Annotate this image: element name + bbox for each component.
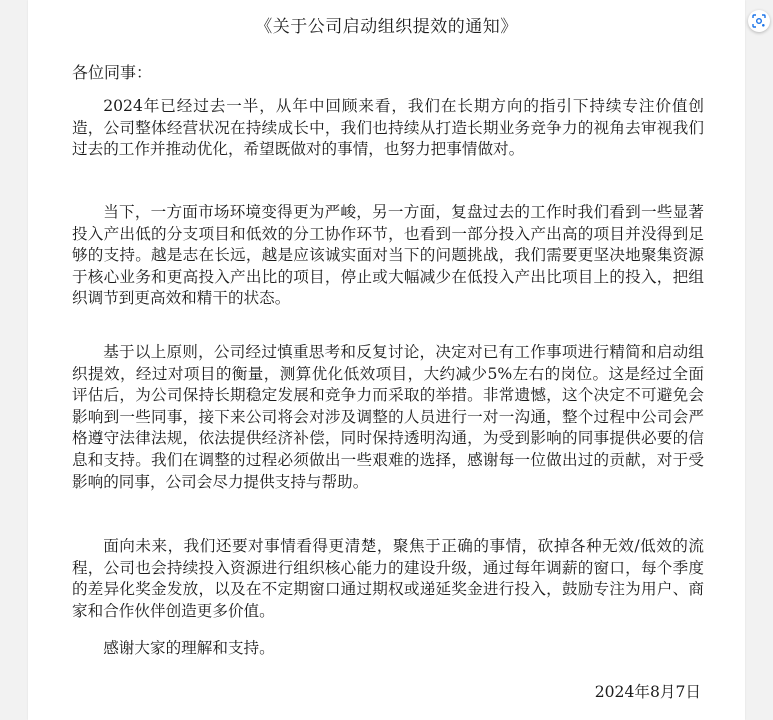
- paragraph-1: 2024年已经过去一半，从年中回顾来看，我们在长期方向的指引下持续专注价值创造，公司整体经营状况在持续成长中，我们也持续从打造长期业务竞争力的视角去审视我们过去的工作并推动优化，希望既做对的事情，也努力把事情做对。: [72, 97, 704, 159]
- lens-search-button[interactable]: [748, 10, 770, 32]
- greeting: 各位同事：: [72, 63, 153, 82]
- paragraph-3: 基于以上原则，公司经过慎重思考和反复讨论，决定对已有工作事项进行精简和启动组织提效，经过对项目的衡量，测算优化低效项目，大约减少5%左右的岗位。这是经过全面评估后，为公司保持长期稳定发展和竞争力而采取的举措。非常遗憾，这个决定不可避免会影响到一些同事，接下来公司将会对涉及调整的人员进行一对一沟通，整个过程中公司会严格遵守法律法规，依法提供经济补偿，同时保持透明沟通，为受到影响的同事提供必要的信息和支持。我们在调整的过程必须做出一些艰难的选择，感谢每一位做出过的贡献，对于受影响的同事，公司会尽力提供支持与帮助。: [72, 343, 704, 491]
- paragraph-4: 面向未来，我们还要对事情看得更清楚，聚焦于正确的事情，砍掉各种无效/低效的流程，公司也会持续投入资源进行组织核心能力的建设升级，通过每年调薪的窗口，每个季度的差异化奖金发放，以及在不定期窗口通过期权或递延奖金进行投入，鼓励专注为用户、商家和合作伙伴创造更多价值。: [72, 537, 704, 620]
- document-date: 2024年8月7日: [594, 683, 701, 701]
- document-title: 《关于公司启动组织提效的通知》: [255, 17, 518, 37]
- lens-search-icon: [752, 14, 766, 28]
- notice-document: [28, 0, 745, 720]
- paragraph-5: 感谢大家的理解和支持。: [103, 639, 275, 657]
- paragraph-2: 当下，一方面市场环境变得更为严峻，另一方面，复盘过去的工作时我们看到一些显著投入产出低的分支项目和低效的分工协作环节，也看到一部分投入产出高的项目并没得到足够的支持。越是志在长远，越是应该诚实面对当下的问题挑战，我们需要更坚决地聚集资源于核心业务和更高投入产出比的项目，停止或大幅减少在低投入产出比项目上的投入，把组织调节到更高效和精干的状态。: [72, 203, 704, 308]
